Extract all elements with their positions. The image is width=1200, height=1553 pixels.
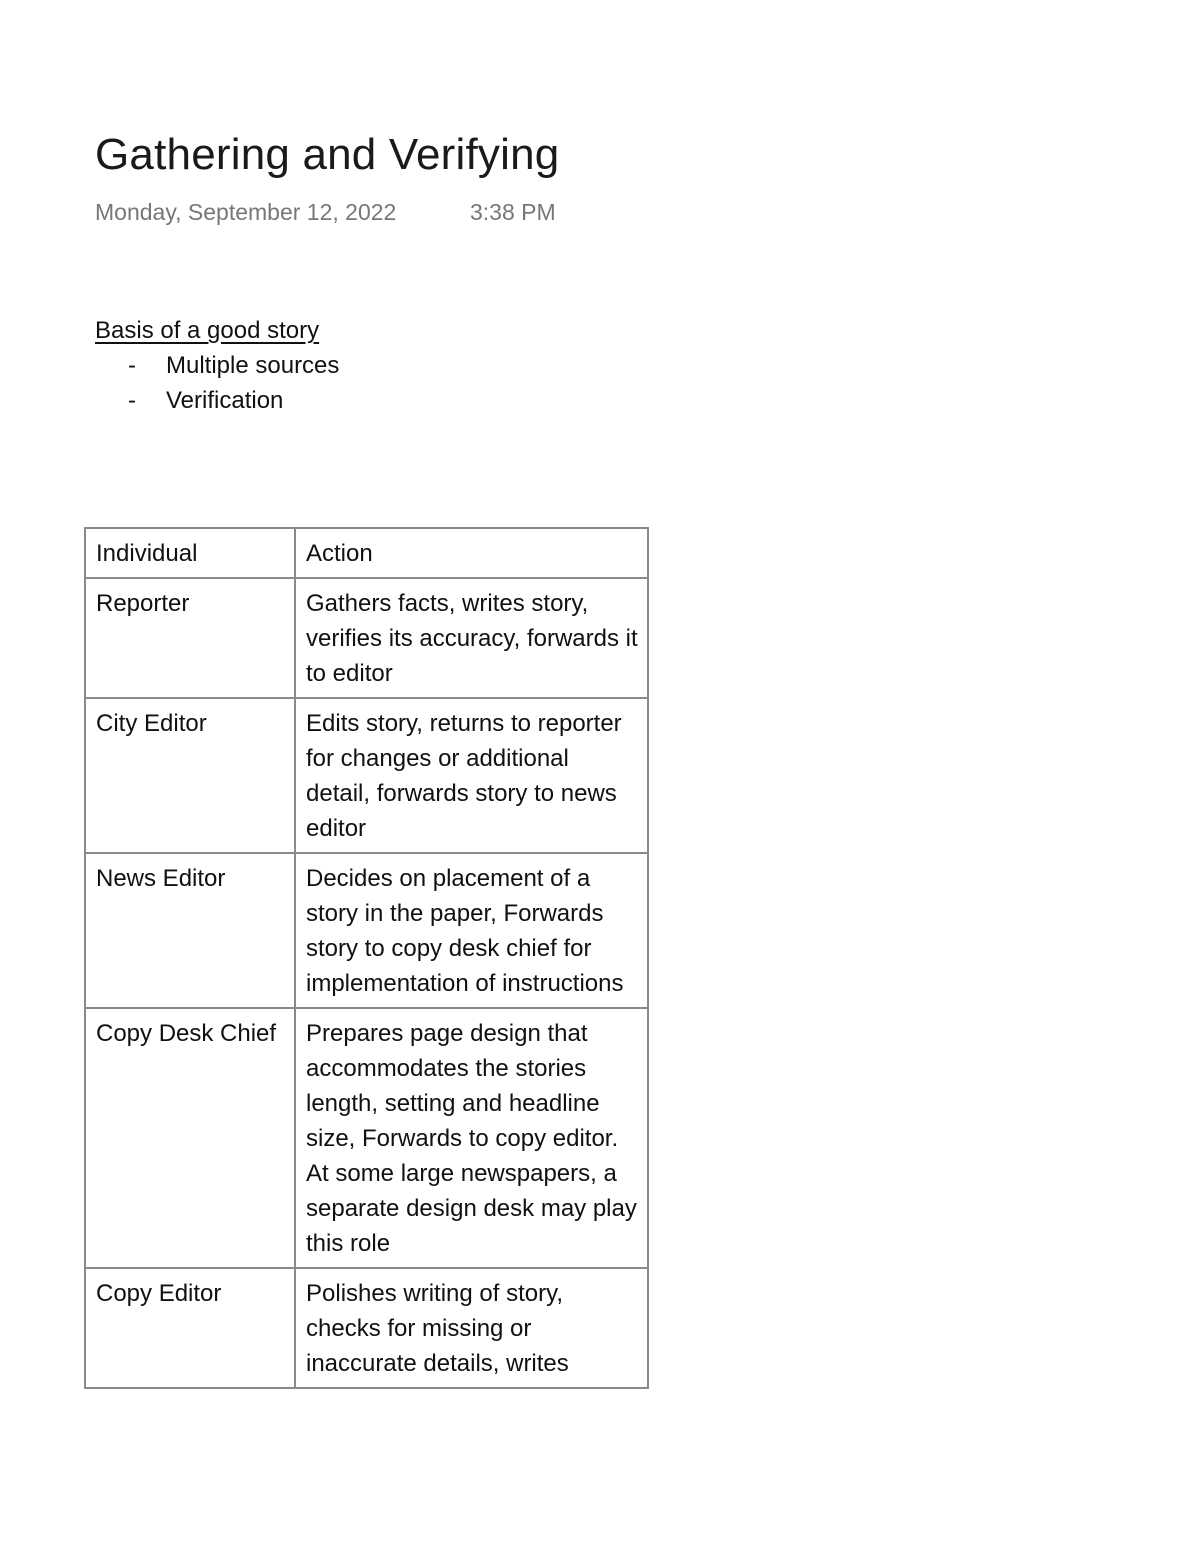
column-header-action: Action bbox=[295, 528, 648, 578]
bullet-text: Verification bbox=[166, 387, 284, 414]
cell-action: Prepares page design that accommodates the stories length, setting and headline size, Forwards to copy editor. At some large newspapers, a separate design desk may play this role bbox=[295, 1008, 648, 1268]
page-date: Monday, September 12, 2022 bbox=[95, 199, 397, 225]
cell-action: Gathers facts, writes story, verifies its accuracy, forwards it to editor bbox=[295, 578, 648, 698]
table-row bbox=[85, 1268, 648, 1388]
cell-individual: Reporter bbox=[85, 578, 295, 698]
table-row bbox=[85, 1008, 648, 1268]
bullet-dash: - bbox=[128, 352, 136, 379]
cell-individual: Copy Editor bbox=[85, 1268, 295, 1388]
table-row bbox=[85, 578, 648, 698]
cell-individual: News Editor bbox=[85, 853, 295, 1008]
bullet-text: Multiple sources bbox=[166, 352, 340, 379]
bullet-dash: - bbox=[128, 387, 136, 414]
table-row bbox=[85, 853, 648, 1008]
cell-action: Edits story, returns to reporter for changes or additional detail, forwards story to news editor bbox=[295, 698, 648, 853]
cell-action: Decides on placement of a story in the paper, Forwards story to copy desk chief for implementation of instructions bbox=[295, 853, 648, 1008]
roles-table bbox=[84, 527, 649, 1389]
page-title: Gathering and Verifying bbox=[95, 130, 560, 179]
cell-individual: Copy Desk Chief bbox=[85, 1008, 295, 1268]
table-row bbox=[85, 698, 648, 853]
cell-action: Polishes writing of story, checks for missing or inaccurate details, writes bbox=[295, 1268, 648, 1388]
table-container bbox=[84, 527, 650, 1436]
column-header-individual: Individual bbox=[85, 528, 295, 578]
section-heading: Basis of a good story bbox=[95, 317, 320, 344]
cell-individual: City Editor bbox=[85, 698, 295, 853]
page-time: 3:38 PM bbox=[470, 199, 556, 225]
table-header-row bbox=[85, 528, 648, 578]
